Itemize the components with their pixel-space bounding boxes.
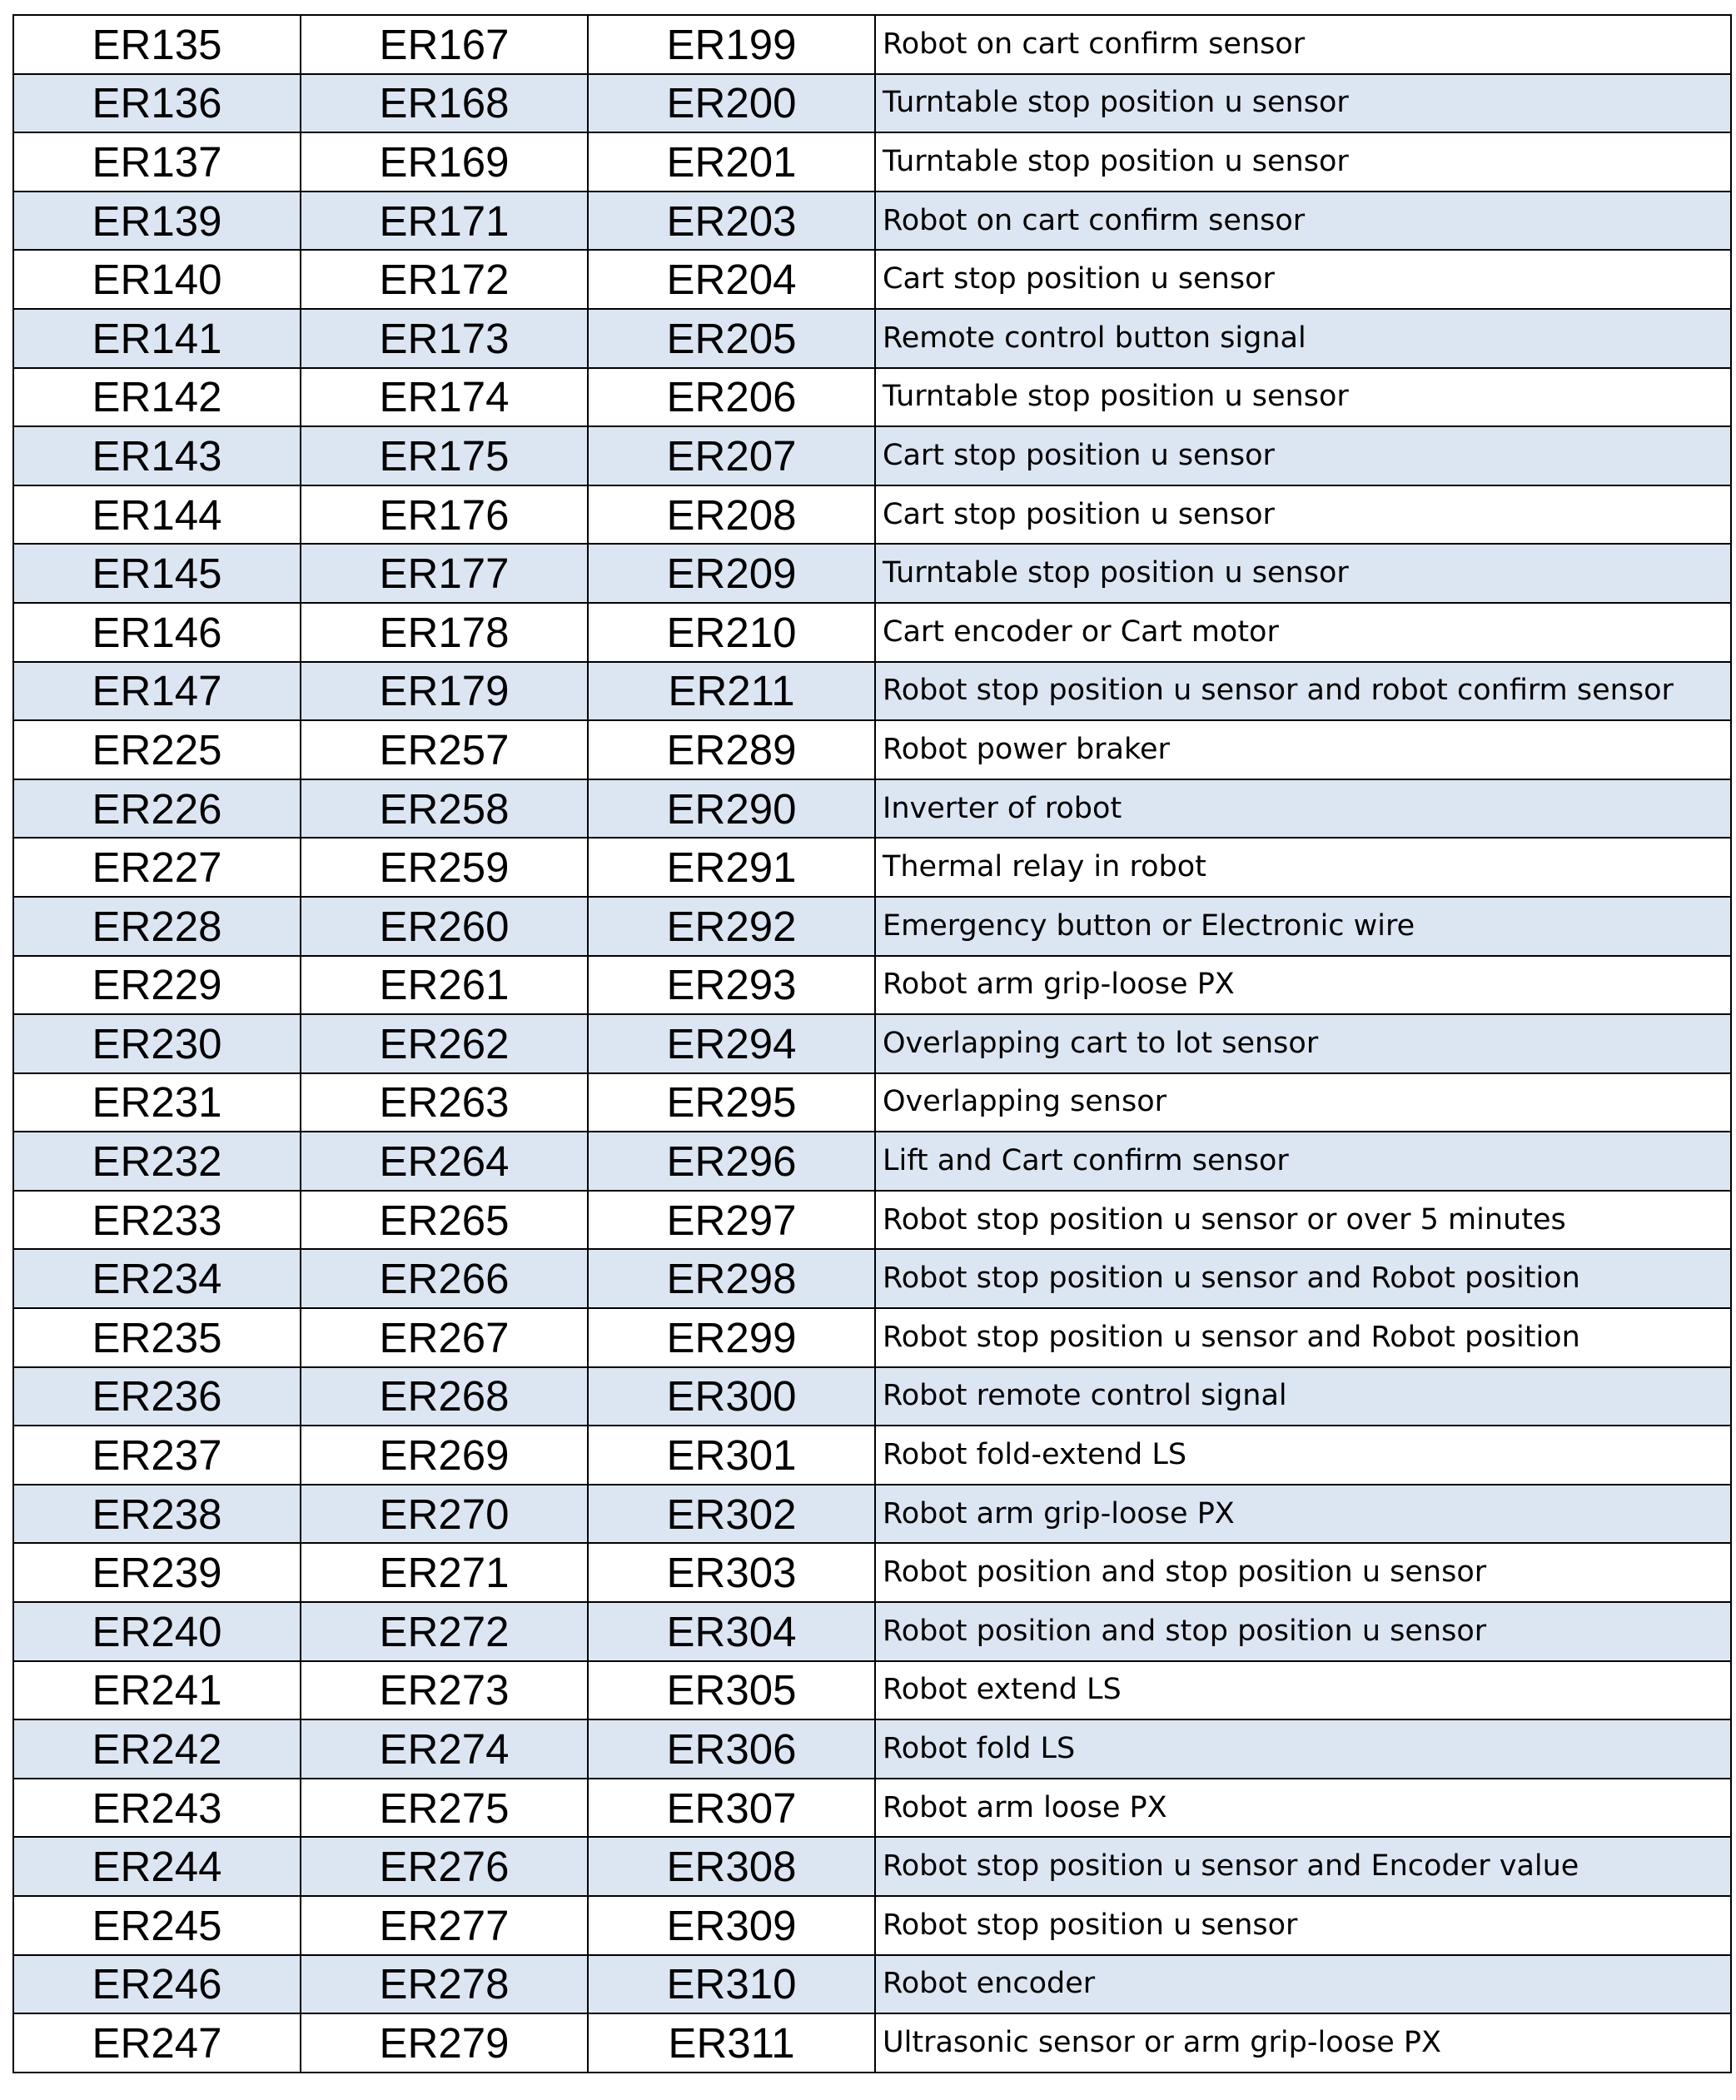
error-description-cell: Cart stop position u sensor bbox=[875, 250, 1731, 309]
error-code-cell: ER200 bbox=[588, 74, 875, 133]
error-description-cell: Inverter of robot bbox=[875, 779, 1731, 839]
error-code-cell: ER208 bbox=[588, 485, 875, 545]
error-code-cell: ER290 bbox=[588, 779, 875, 839]
error-code-cell: ER171 bbox=[301, 192, 588, 251]
error-code-cell: ER209 bbox=[588, 544, 875, 603]
error-code-cell: ER205 bbox=[588, 309, 875, 368]
error-description-cell: Remote control button signal bbox=[875, 309, 1731, 368]
error-code-cell: ER279 bbox=[301, 2013, 588, 2073]
error-description-cell: Robot stop position u sensor bbox=[875, 1896, 1731, 1955]
error-code-cell: ER141 bbox=[13, 309, 301, 368]
error-code-cell: ER278 bbox=[301, 1955, 588, 2014]
error-description-cell: Overlapping sensor bbox=[875, 1073, 1731, 1132]
error-code-cell: ER226 bbox=[13, 779, 301, 839]
error-code-cell: ER210 bbox=[588, 603, 875, 662]
error-code-cell: ER206 bbox=[588, 368, 875, 427]
table-row bbox=[13, 956, 1731, 1015]
table-row bbox=[13, 1661, 1731, 1720]
error-code-cell: ER270 bbox=[301, 1485, 588, 1544]
table-row bbox=[13, 1779, 1731, 1838]
error-code-cell: ER266 bbox=[301, 1249, 588, 1308]
table-row bbox=[13, 485, 1731, 545]
error-code-cell: ER289 bbox=[588, 720, 875, 779]
table-row bbox=[13, 1308, 1731, 1367]
error-code-cell: ER229 bbox=[13, 956, 301, 1015]
error-code-cell: ER175 bbox=[301, 426, 588, 485]
error-description-cell: Robot power braker bbox=[875, 720, 1731, 779]
error-code-cell: ER293 bbox=[588, 956, 875, 1015]
error-code-cell: ER177 bbox=[301, 544, 588, 603]
error-code-cell: ER273 bbox=[301, 1661, 588, 1720]
error-description-cell: Emergency button or Electronic wire bbox=[875, 897, 1731, 956]
table-row bbox=[13, 897, 1731, 956]
error-code-cell: ER258 bbox=[301, 779, 588, 839]
error-code-cell: ER140 bbox=[13, 250, 301, 309]
table-row bbox=[13, 250, 1731, 309]
error-code-cell: ER203 bbox=[588, 192, 875, 251]
error-code-cell: ER298 bbox=[588, 1249, 875, 1308]
error-code-cell: ER169 bbox=[301, 132, 588, 192]
error-code-table-body bbox=[13, 15, 1731, 2073]
error-description-cell: Turntable stop position u sensor bbox=[875, 368, 1731, 427]
error-code-cell: ER137 bbox=[13, 132, 301, 192]
table-row bbox=[13, 1896, 1731, 1955]
error-code-cell: ER301 bbox=[588, 1426, 875, 1485]
table-row bbox=[13, 1837, 1731, 1896]
error-code-cell: ER268 bbox=[301, 1367, 588, 1426]
table-row bbox=[13, 603, 1731, 662]
table-row bbox=[13, 309, 1731, 368]
error-description-cell: Ultrasonic sensor or arm grip-loose PX bbox=[875, 2013, 1731, 2073]
error-description-cell: Robot on cart confirm sensor bbox=[875, 15, 1731, 74]
error-code-cell: ER296 bbox=[588, 1132, 875, 1191]
error-code-cell: ER174 bbox=[301, 368, 588, 427]
error-code-cell: ER176 bbox=[301, 485, 588, 545]
error-code-cell: ER145 bbox=[13, 544, 301, 603]
table-row bbox=[13, 1367, 1731, 1426]
error-code-cell: ER233 bbox=[13, 1191, 301, 1250]
table-row bbox=[13, 192, 1731, 251]
error-code-cell: ER227 bbox=[13, 838, 301, 897]
table-row bbox=[13, 1191, 1731, 1250]
error-code-cell: ER142 bbox=[13, 368, 301, 427]
error-code-cell: ER303 bbox=[588, 1543, 875, 1602]
error-code-cell: ER199 bbox=[588, 15, 875, 74]
error-code-cell: ER291 bbox=[588, 838, 875, 897]
table-row bbox=[13, 662, 1731, 721]
error-code-cell: ER302 bbox=[588, 1485, 875, 1544]
error-code-cell: ER178 bbox=[301, 603, 588, 662]
error-code-cell: ER262 bbox=[301, 1014, 588, 1073]
error-description-cell: Robot arm grip-loose PX bbox=[875, 1485, 1731, 1544]
error-code-cell: ER308 bbox=[588, 1837, 875, 1896]
error-code-cell: ER277 bbox=[301, 1896, 588, 1955]
error-code-cell: ER225 bbox=[13, 720, 301, 779]
error-code-cell: ER230 bbox=[13, 1014, 301, 1073]
error-description-cell: Robot stop position u sensor and Robot position bbox=[875, 1308, 1731, 1367]
table-row bbox=[13, 368, 1731, 427]
error-description-cell: Robot stop position u sensor and robot confirm sensor bbox=[875, 662, 1731, 721]
table-row bbox=[13, 1543, 1731, 1602]
error-code-cell: ER294 bbox=[588, 1014, 875, 1073]
error-description-cell: Robot fold-extend LS bbox=[875, 1426, 1731, 1485]
error-description-cell: Robot stop position u sensor and Robot position bbox=[875, 1249, 1731, 1308]
error-code-table bbox=[12, 14, 1732, 2073]
error-code-cell: ER204 bbox=[588, 250, 875, 309]
error-code-cell: ER276 bbox=[301, 1837, 588, 1896]
error-code-cell: ER272 bbox=[301, 1602, 588, 1661]
table-row bbox=[13, 1602, 1731, 1661]
error-code-cell: ER238 bbox=[13, 1485, 301, 1544]
error-code-cell: ER267 bbox=[301, 1308, 588, 1367]
error-description-cell: Robot fold LS bbox=[875, 1719, 1731, 1779]
error-code-cell: ER295 bbox=[588, 1073, 875, 1132]
error-code-cell: ER237 bbox=[13, 1426, 301, 1485]
error-description-cell: Robot position and stop position u sensor bbox=[875, 1602, 1731, 1661]
error-code-cell: ER292 bbox=[588, 897, 875, 956]
error-description-cell: Turntable stop position u sensor bbox=[875, 74, 1731, 133]
error-code-cell: ER147 bbox=[13, 662, 301, 721]
error-code-cell: ER311 bbox=[588, 2013, 875, 2073]
error-code-cell: ER135 bbox=[13, 15, 301, 74]
error-code-cell: ER305 bbox=[588, 1661, 875, 1720]
error-code-cell: ER265 bbox=[301, 1191, 588, 1250]
error-description-cell: Robot extend LS bbox=[875, 1661, 1731, 1720]
error-code-cell: ER299 bbox=[588, 1308, 875, 1367]
error-code-cell: ER179 bbox=[301, 662, 588, 721]
error-description-cell: Overlapping cart to lot sensor bbox=[875, 1014, 1731, 1073]
table-row bbox=[13, 132, 1731, 192]
table-row bbox=[13, 779, 1731, 839]
error-code-cell: ER245 bbox=[13, 1896, 301, 1955]
error-code-cell: ER143 bbox=[13, 426, 301, 485]
error-code-cell: ER246 bbox=[13, 1955, 301, 2014]
error-code-cell: ER173 bbox=[301, 309, 588, 368]
error-code-cell: ER259 bbox=[301, 838, 588, 897]
error-code-cell: ER242 bbox=[13, 1719, 301, 1779]
error-code-cell: ER234 bbox=[13, 1249, 301, 1308]
table-row bbox=[13, 426, 1731, 485]
error-code-cell: ER275 bbox=[301, 1779, 588, 1838]
error-code-cell: ER211 bbox=[588, 662, 875, 721]
error-code-cell: ER297 bbox=[588, 1191, 875, 1250]
table-row bbox=[13, 1249, 1731, 1308]
table-row bbox=[13, 1955, 1731, 2014]
table-row bbox=[13, 1485, 1731, 1544]
error-code-cell: ER172 bbox=[301, 250, 588, 309]
error-description-cell: Robot stop position u sensor and Encoder value bbox=[875, 1837, 1731, 1896]
error-code-cell: ER240 bbox=[13, 1602, 301, 1661]
error-code-cell: ER232 bbox=[13, 1132, 301, 1191]
error-code-cell: ER136 bbox=[13, 74, 301, 133]
error-description-cell: Robot arm grip-loose PX bbox=[875, 956, 1731, 1015]
error-code-cell: ER201 bbox=[588, 132, 875, 192]
error-code-cell: ER300 bbox=[588, 1367, 875, 1426]
table-row bbox=[13, 1426, 1731, 1485]
error-description-cell: Thermal relay in robot bbox=[875, 838, 1731, 897]
error-code-cell: ER144 bbox=[13, 485, 301, 545]
error-description-cell: Lift and Cart confirm sensor bbox=[875, 1132, 1731, 1191]
table-row bbox=[13, 1132, 1731, 1191]
table-row bbox=[13, 838, 1731, 897]
error-code-cell: ER310 bbox=[588, 1955, 875, 2014]
error-code-cell: ER271 bbox=[301, 1543, 588, 1602]
error-code-cell: ER241 bbox=[13, 1661, 301, 1720]
error-code-cell: ER261 bbox=[301, 956, 588, 1015]
error-code-cell: ER239 bbox=[13, 1543, 301, 1602]
table-row bbox=[13, 720, 1731, 779]
error-code-cell: ER243 bbox=[13, 1779, 301, 1838]
error-description-cell: Robot arm loose PX bbox=[875, 1779, 1731, 1838]
table-row bbox=[13, 1073, 1731, 1132]
table-row bbox=[13, 74, 1731, 133]
error-code-cell: ER235 bbox=[13, 1308, 301, 1367]
error-description-cell: Robot stop position u sensor or over 5 minutes bbox=[875, 1191, 1731, 1250]
error-code-cell: ER263 bbox=[301, 1073, 588, 1132]
error-description-cell: Cart stop position u sensor bbox=[875, 485, 1731, 545]
error-description-cell: Robot remote control signal bbox=[875, 1367, 1731, 1426]
error-code-cell: ER139 bbox=[13, 192, 301, 251]
error-code-cell: ER306 bbox=[588, 1719, 875, 1779]
error-code-cell: ER228 bbox=[13, 897, 301, 956]
error-code-cell: ER236 bbox=[13, 1367, 301, 1426]
error-code-cell: ER257 bbox=[301, 720, 588, 779]
error-code-cell: ER269 bbox=[301, 1426, 588, 1485]
error-code-cell: ER244 bbox=[13, 1837, 301, 1896]
table-row bbox=[13, 544, 1731, 603]
error-code-cell: ER304 bbox=[588, 1602, 875, 1661]
error-description-cell: Robot position and stop position u sensor bbox=[875, 1543, 1731, 1602]
error-code-cell: ER247 bbox=[13, 2013, 301, 2073]
error-code-cell: ER167 bbox=[301, 15, 588, 74]
error-code-cell: ER309 bbox=[588, 1896, 875, 1955]
error-code-cell: ER260 bbox=[301, 897, 588, 956]
error-code-cell: ER146 bbox=[13, 603, 301, 662]
error-code-cell: ER231 bbox=[13, 1073, 301, 1132]
table-row bbox=[13, 1719, 1731, 1779]
error-description-cell: Cart encoder or Cart motor bbox=[875, 603, 1731, 662]
error-description-cell: Turntable stop position u sensor bbox=[875, 132, 1731, 192]
error-code-cell: ER307 bbox=[588, 1779, 875, 1838]
error-code-cell: ER274 bbox=[301, 1719, 588, 1779]
error-code-cell: ER264 bbox=[301, 1132, 588, 1191]
table-row bbox=[13, 2013, 1731, 2073]
error-description-cell: Robot encoder bbox=[875, 1955, 1731, 2014]
error-description-cell: Turntable stop position u sensor bbox=[875, 544, 1731, 603]
table-row bbox=[13, 1014, 1731, 1073]
error-description-cell: Cart stop position u sensor bbox=[875, 426, 1731, 485]
error-code-cell: ER168 bbox=[301, 74, 588, 133]
error-code-cell: ER207 bbox=[588, 426, 875, 485]
table-row bbox=[13, 15, 1731, 74]
error-description-cell: Robot on cart confirm sensor bbox=[875, 192, 1731, 251]
